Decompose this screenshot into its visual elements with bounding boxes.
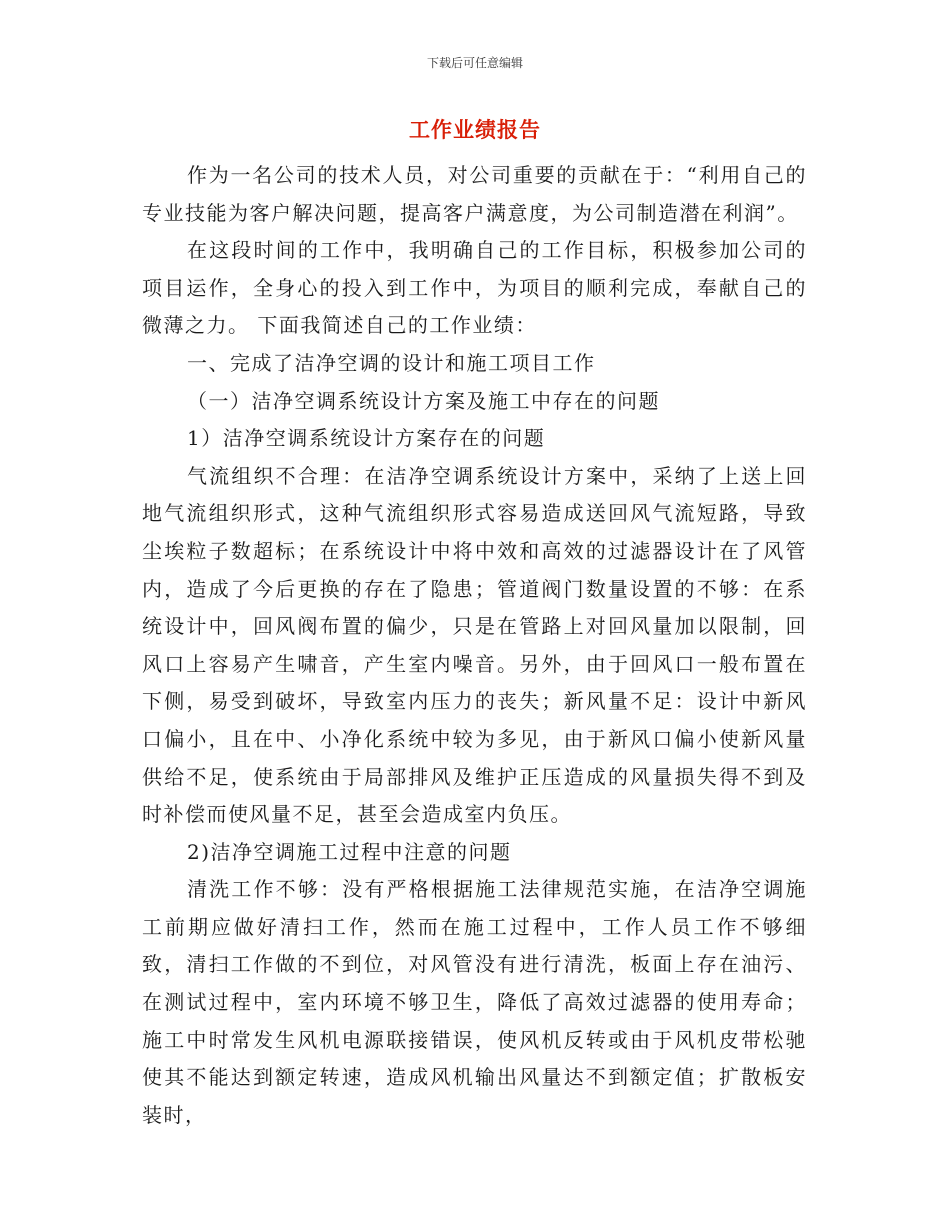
- page-header: 下载后可任意编辑: [426, 56, 523, 70]
- paragraph: 作为一名公司的技术人员，对公司重要的贡献在于：“利用自己的专业技能为客户解决问题，提高客户满意度，为公司制造潜在利润”。: [142, 163, 807, 225]
- paragraph: 清洗工作不够：没有严格根据施工法律规范实施，在洁净空调施工前期应做好清扫工作，然而在施工过程中，工作人员工作不够细致，清扫工作做的不到位，对风管没有进行清洗，板面上存在油污、在测试过程中，室内环境不够卫生，降低了高效过滤器的使用寿命；施工中时常发生风机电源联接错误，使风机反转或由于风机皮带松驰使其不能达到额定转速，造成风机输出风量达不到额定值；扩散板安装时，: [142, 877, 807, 1127]
- item-heading: 1）洁净空调系统设计方案存在的问题: [187, 426, 546, 451]
- subsection-heading: （一）洁净空调系统设计方案及施工中存在的问题: [187, 388, 660, 413]
- document-title: 工作业绩报告: [409, 117, 541, 142]
- paragraph: 在这段时间的工作中，我明确自己的工作目标，积极参加公司的项目运作，全身心的投入到工作中，为项目的顺利完成，奉献自己的微薄之力。 下面我简述自己的工作业绩：: [142, 238, 807, 338]
- document-body: [142, 157, 807, 1134]
- section-heading: 一、完成了洁净空调的设计和施工项目工作: [187, 350, 596, 375]
- paragraph: 气流组织不合理：在洁净空调系统设计方案中，采纳了上送上回地气流组织形式，这种气流组织形式容易造成送回风气流短路，导致尘埃粒子数超标；在系统设计中将中效和高效的过滤器设计在了风管内，造成了今后更换的存在了隐患；管道阀门数量设置的不够：在系统设计中，回风阀布置的偏少，只是在管路上对回风量加以限制，回风口上容易产生啸音，产生室内噪音。另外，由于回风口一般布置在下侧，易受到破坏，导致室内压力的丧失；新风量不足：设计中新风口偏小，且在中、小净化系统中较为多见，由于新风口偏小使新风量供给不足，使系统由于局部排风及维护正压造成的风量损失得不到及时补偿而使风量不足，甚至会造成室内负压。: [142, 463, 807, 827]
- item-heading: 2)洁净空调施工过程中注意的问题: [187, 839, 512, 864]
